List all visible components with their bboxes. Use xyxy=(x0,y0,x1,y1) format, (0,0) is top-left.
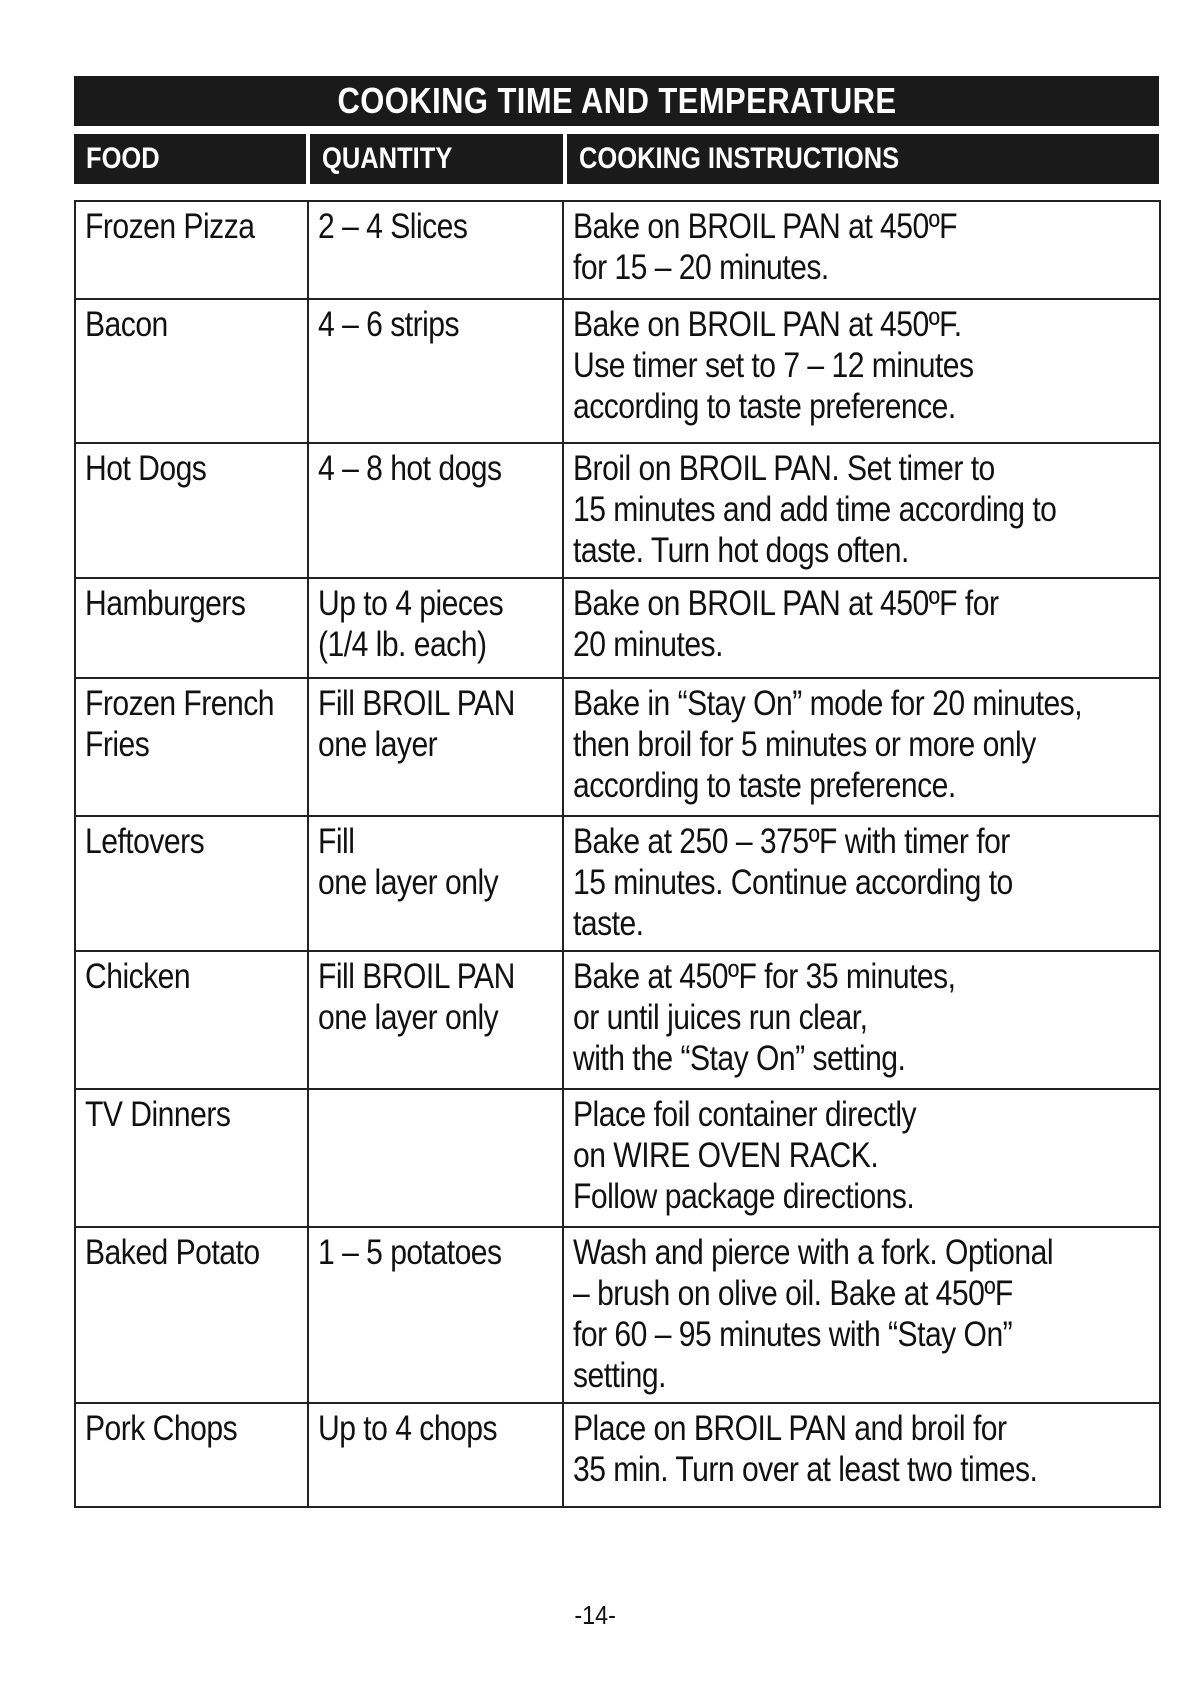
cell-instructions-text: Bake at 250 – 375ºF with timer for 15 minutes. Continue according to taste. xyxy=(573,822,1013,943)
header-quantity-label: QUANTITY xyxy=(322,142,453,175)
cell-quantity-text: Fill one layer only xyxy=(318,822,499,902)
cell-instructions-text: Bake on BROIL PAN at 450ºF for 20 minutes. xyxy=(573,584,999,664)
cell-quantity xyxy=(308,443,563,578)
cell-quantity-text: 1 – 5 potatoes xyxy=(318,1233,502,1272)
header-food-label: FOOD xyxy=(86,142,160,175)
cell-quantity xyxy=(308,201,563,299)
cell-quantity-text: 4 – 6 strips xyxy=(318,305,460,344)
cell-instructions xyxy=(563,443,1160,578)
table-row xyxy=(75,443,1160,578)
cell-quantity xyxy=(308,1403,563,1507)
cell-quantity-text: Fill BROIL PAN one layer xyxy=(318,684,515,764)
table-row xyxy=(75,1227,1160,1403)
table-row xyxy=(75,201,1160,299)
cell-food xyxy=(75,299,308,443)
cell-food xyxy=(75,816,308,951)
cell-instructions xyxy=(563,201,1160,299)
cell-quantity-text: Up to 4 pieces (1/4 lb. each) xyxy=(318,584,504,664)
cell-instructions-text: Broil on BROIL PAN. Set timer to 15 minutes and add time according to taste. Turn hot dogs often. xyxy=(573,449,1057,570)
cell-quantity-text: Fill BROIL PAN one layer only xyxy=(318,957,515,1037)
header-instructions-label: COOKING INSTRUCTIONS xyxy=(579,142,900,175)
column-header-row xyxy=(74,134,1159,184)
cell-quantity-text: 4 – 8 hot dogs xyxy=(318,449,502,488)
cell-food xyxy=(75,1227,308,1403)
cell-food xyxy=(75,443,308,578)
table-row xyxy=(75,816,1160,951)
cell-instructions xyxy=(563,578,1160,678)
cell-instructions-text: Place foil container directly on WIRE OVEN RACK. Follow package directions. xyxy=(573,1095,917,1216)
cell-instructions-text: Wash and pierce with a fork. Optional – brush on olive oil. Bake at 450ºF for 60 – 95 minutes with “Stay On” setting. xyxy=(573,1233,1054,1395)
cell-instructions-text: Bake at 450ºF for 35 minutes, or until juices run clear, with the “Stay On” setting. xyxy=(573,957,956,1078)
cell-instructions-text: Bake on BROIL PAN at 450ºF. Use timer set to 7 – 12 minutes according to taste preference. xyxy=(573,305,974,426)
header-food xyxy=(74,134,306,184)
cell-instructions-text: Bake in “Stay On” mode for 20 minutes, then broil for 5 minutes or more only according to taste preference. xyxy=(573,684,1083,805)
cell-food-text: Frozen Pizza xyxy=(85,207,255,246)
cell-instructions-text: Bake on BROIL PAN at 450ºF for 15 – 20 minutes. xyxy=(573,207,958,287)
cell-food-text: Hamburgers xyxy=(85,584,246,623)
cell-instructions xyxy=(563,299,1160,443)
header-quantity xyxy=(310,134,563,184)
cooking-chart xyxy=(74,76,1159,1508)
cell-food-text: Chicken xyxy=(85,957,191,996)
table-row xyxy=(75,951,1160,1089)
cell-instructions xyxy=(563,1227,1160,1403)
page-number-text: -14- xyxy=(574,1600,617,1630)
cell-food xyxy=(75,678,308,816)
table-row xyxy=(75,299,1160,443)
cooking-table xyxy=(74,200,1161,1508)
cell-food-text: Baked Potato xyxy=(85,1233,260,1272)
cell-food xyxy=(75,578,308,678)
cell-quantity xyxy=(308,1089,563,1227)
cell-quantity-text: Up to 4 chops xyxy=(318,1409,498,1448)
cell-food-text: Hot Dogs xyxy=(85,449,207,488)
cell-food xyxy=(75,951,308,1089)
table-row xyxy=(75,678,1160,816)
cell-quantity xyxy=(308,951,563,1089)
cell-quantity xyxy=(308,578,563,678)
cell-food xyxy=(75,1089,308,1227)
cell-quantity-text: 2 – 4 Slices xyxy=(318,207,468,246)
cell-quantity xyxy=(308,1227,563,1403)
table-row xyxy=(75,1089,1160,1227)
cell-instructions xyxy=(563,816,1160,951)
cell-food-text: Leftovers xyxy=(85,822,205,861)
cell-quantity xyxy=(308,678,563,816)
cell-quantity xyxy=(308,299,563,443)
chart-title-bar xyxy=(74,76,1159,126)
cell-instructions xyxy=(563,1089,1160,1227)
cell-food-text: Bacon xyxy=(85,305,168,344)
cell-instructions xyxy=(563,951,1160,1089)
cell-food xyxy=(75,201,308,299)
cell-instructions xyxy=(563,678,1160,816)
cell-food-text: Frozen French Fries xyxy=(85,684,275,764)
cell-quantity xyxy=(308,816,563,951)
header-instructions xyxy=(567,134,1159,184)
chart-title: COOKING TIME AND TEMPERATURE xyxy=(337,80,896,121)
table-row xyxy=(75,578,1160,678)
cell-instructions-text: Place on BROIL PAN and broil for 35 min. Turn over at least two times. xyxy=(573,1409,1038,1489)
cell-instructions xyxy=(563,1403,1160,1507)
cell-food-text: TV Dinners xyxy=(85,1095,231,1134)
cell-food xyxy=(75,1403,308,1507)
table-row xyxy=(75,1403,1160,1507)
cell-food-text: Pork Chops xyxy=(85,1409,238,1448)
page-number xyxy=(0,1600,1191,1631)
